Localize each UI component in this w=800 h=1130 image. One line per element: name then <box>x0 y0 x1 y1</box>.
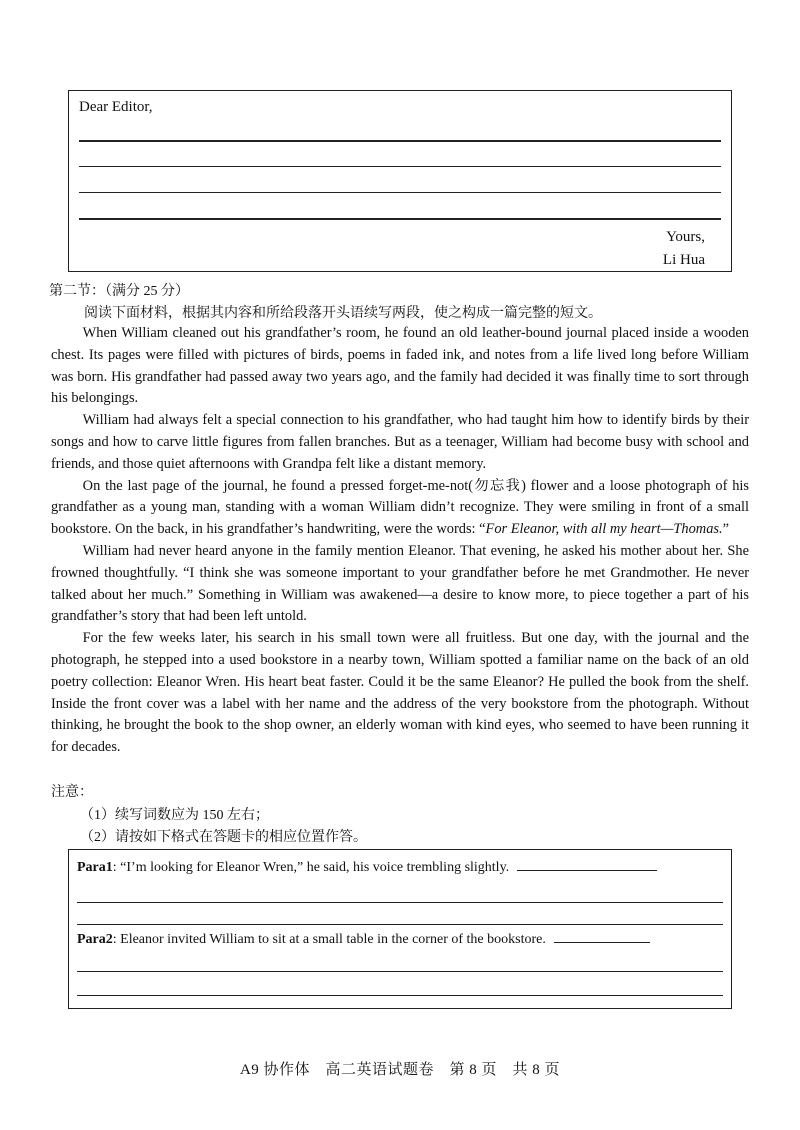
writing-line <box>77 971 723 972</box>
para1-opening: : “I’m looking for Eleanor Wren,” he said, his voice trembling slightly. <box>112 860 510 875</box>
para2-label: Para2 <box>77 932 113 947</box>
writing-line <box>79 192 721 193</box>
answer-blank[interactable] <box>517 869 657 871</box>
writing-line <box>79 218 721 220</box>
section-instruction: 阅读下面材料，根据其内容和所给段落开头语续写两段，使之构成一篇完整的短文。 <box>84 306 602 321</box>
story-paragraph: For the few weeks later, his search in his small town were all fruitless. But one day, with the journal and the photograph, he stepped into a used bookstore in a nearby town, William spotted a familiar name on the back of an old poetry collection: Eleanor Wren. His heart beat faster. Could it be the same Eleanor? He pulled the book from the shelf. Inside the front cover was a label with her name and the address of the very bookstore from the photograph. Without thinking, he brought the book to the shop owner, an elderly woman with kind eyes, who seemed to have been running it for decades. <box>51 630 749 756</box>
story-paragraph: William had always felt a special connection to his grandfather, who had taught him how to identify birds by their songs and how to carve little figures from fallen branches. But as a teenager, William had become busy with school and friends, and those quiet afternoons with Grandpa felt like a distant memory. <box>51 412 749 472</box>
note-item: （1）续写词数应为 150 左右； <box>80 808 269 823</box>
letter-writing-box <box>68 90 732 272</box>
para1-label: Para1 <box>77 860 113 875</box>
story-paragraph: When William cleaned out his grandfather’s room, he found an old leather-bound journal placed inside a wooden chest. Its pages were filled with pictures of birds, poems in faded ink, and notes from a life lived long before William was born. His grandfather had passed away two years ago, and the family had decided it was finally time to sort through his belongings. <box>51 325 749 407</box>
story-passage <box>51 323 749 759</box>
writing-line <box>77 995 723 996</box>
writing-line <box>77 924 723 925</box>
writing-line <box>79 140 721 142</box>
letter-closing: Yours, <box>666 229 705 245</box>
writing-line <box>77 902 723 903</box>
story-paragraph <box>51 476 749 541</box>
para2-prompt <box>77 932 650 948</box>
continuation-answer-box <box>68 849 732 1009</box>
story-paragraph: William had never heard anyone in the family mention Eleanor. That evening, he asked his mother about her. She frowned thoughtfully. “I think she was someone important to your grandfather before he met Grandmother. He never talked about her much.” Something in William was awakened—a desire to know more, to piece together a part of his grandfather’s story that had been left untold. <box>51 542 749 625</box>
writing-line <box>79 166 721 167</box>
handwritten-quote: For Eleanor, with all my heart—Thomas. <box>485 521 723 538</box>
story-text: ” <box>722 521 729 538</box>
para1-prompt <box>77 860 657 876</box>
answer-blank[interactable] <box>554 941 650 943</box>
para2-opening: : Eleanor invited William to sit at a small table in the corner of the bookstore. <box>112 932 546 947</box>
page-footer: A9 协作体 高二英语试题卷 第 8 页 共 8 页 <box>239 1062 561 1078</box>
letter-salutation: Dear Editor, <box>79 99 153 115</box>
notes-label: 注意： <box>51 785 93 800</box>
story-text: On the last page of the journal, he found a pressed forget-me-not(勿忘我) flower and a loose photograph of his grandfather as a young man, standing with a woman William didn’t recognize. They were smiling in front of a small bookstore. On the back, in his grandfather’s handwriting, were the words: “ <box>51 477 749 538</box>
letter-signature: Li Hua <box>662 252 705 268</box>
section-title: 第二节：（满分 25 分） <box>49 284 189 299</box>
note-item: （2）请按如下格式在答题卡的相应位置作答。 <box>80 830 367 845</box>
